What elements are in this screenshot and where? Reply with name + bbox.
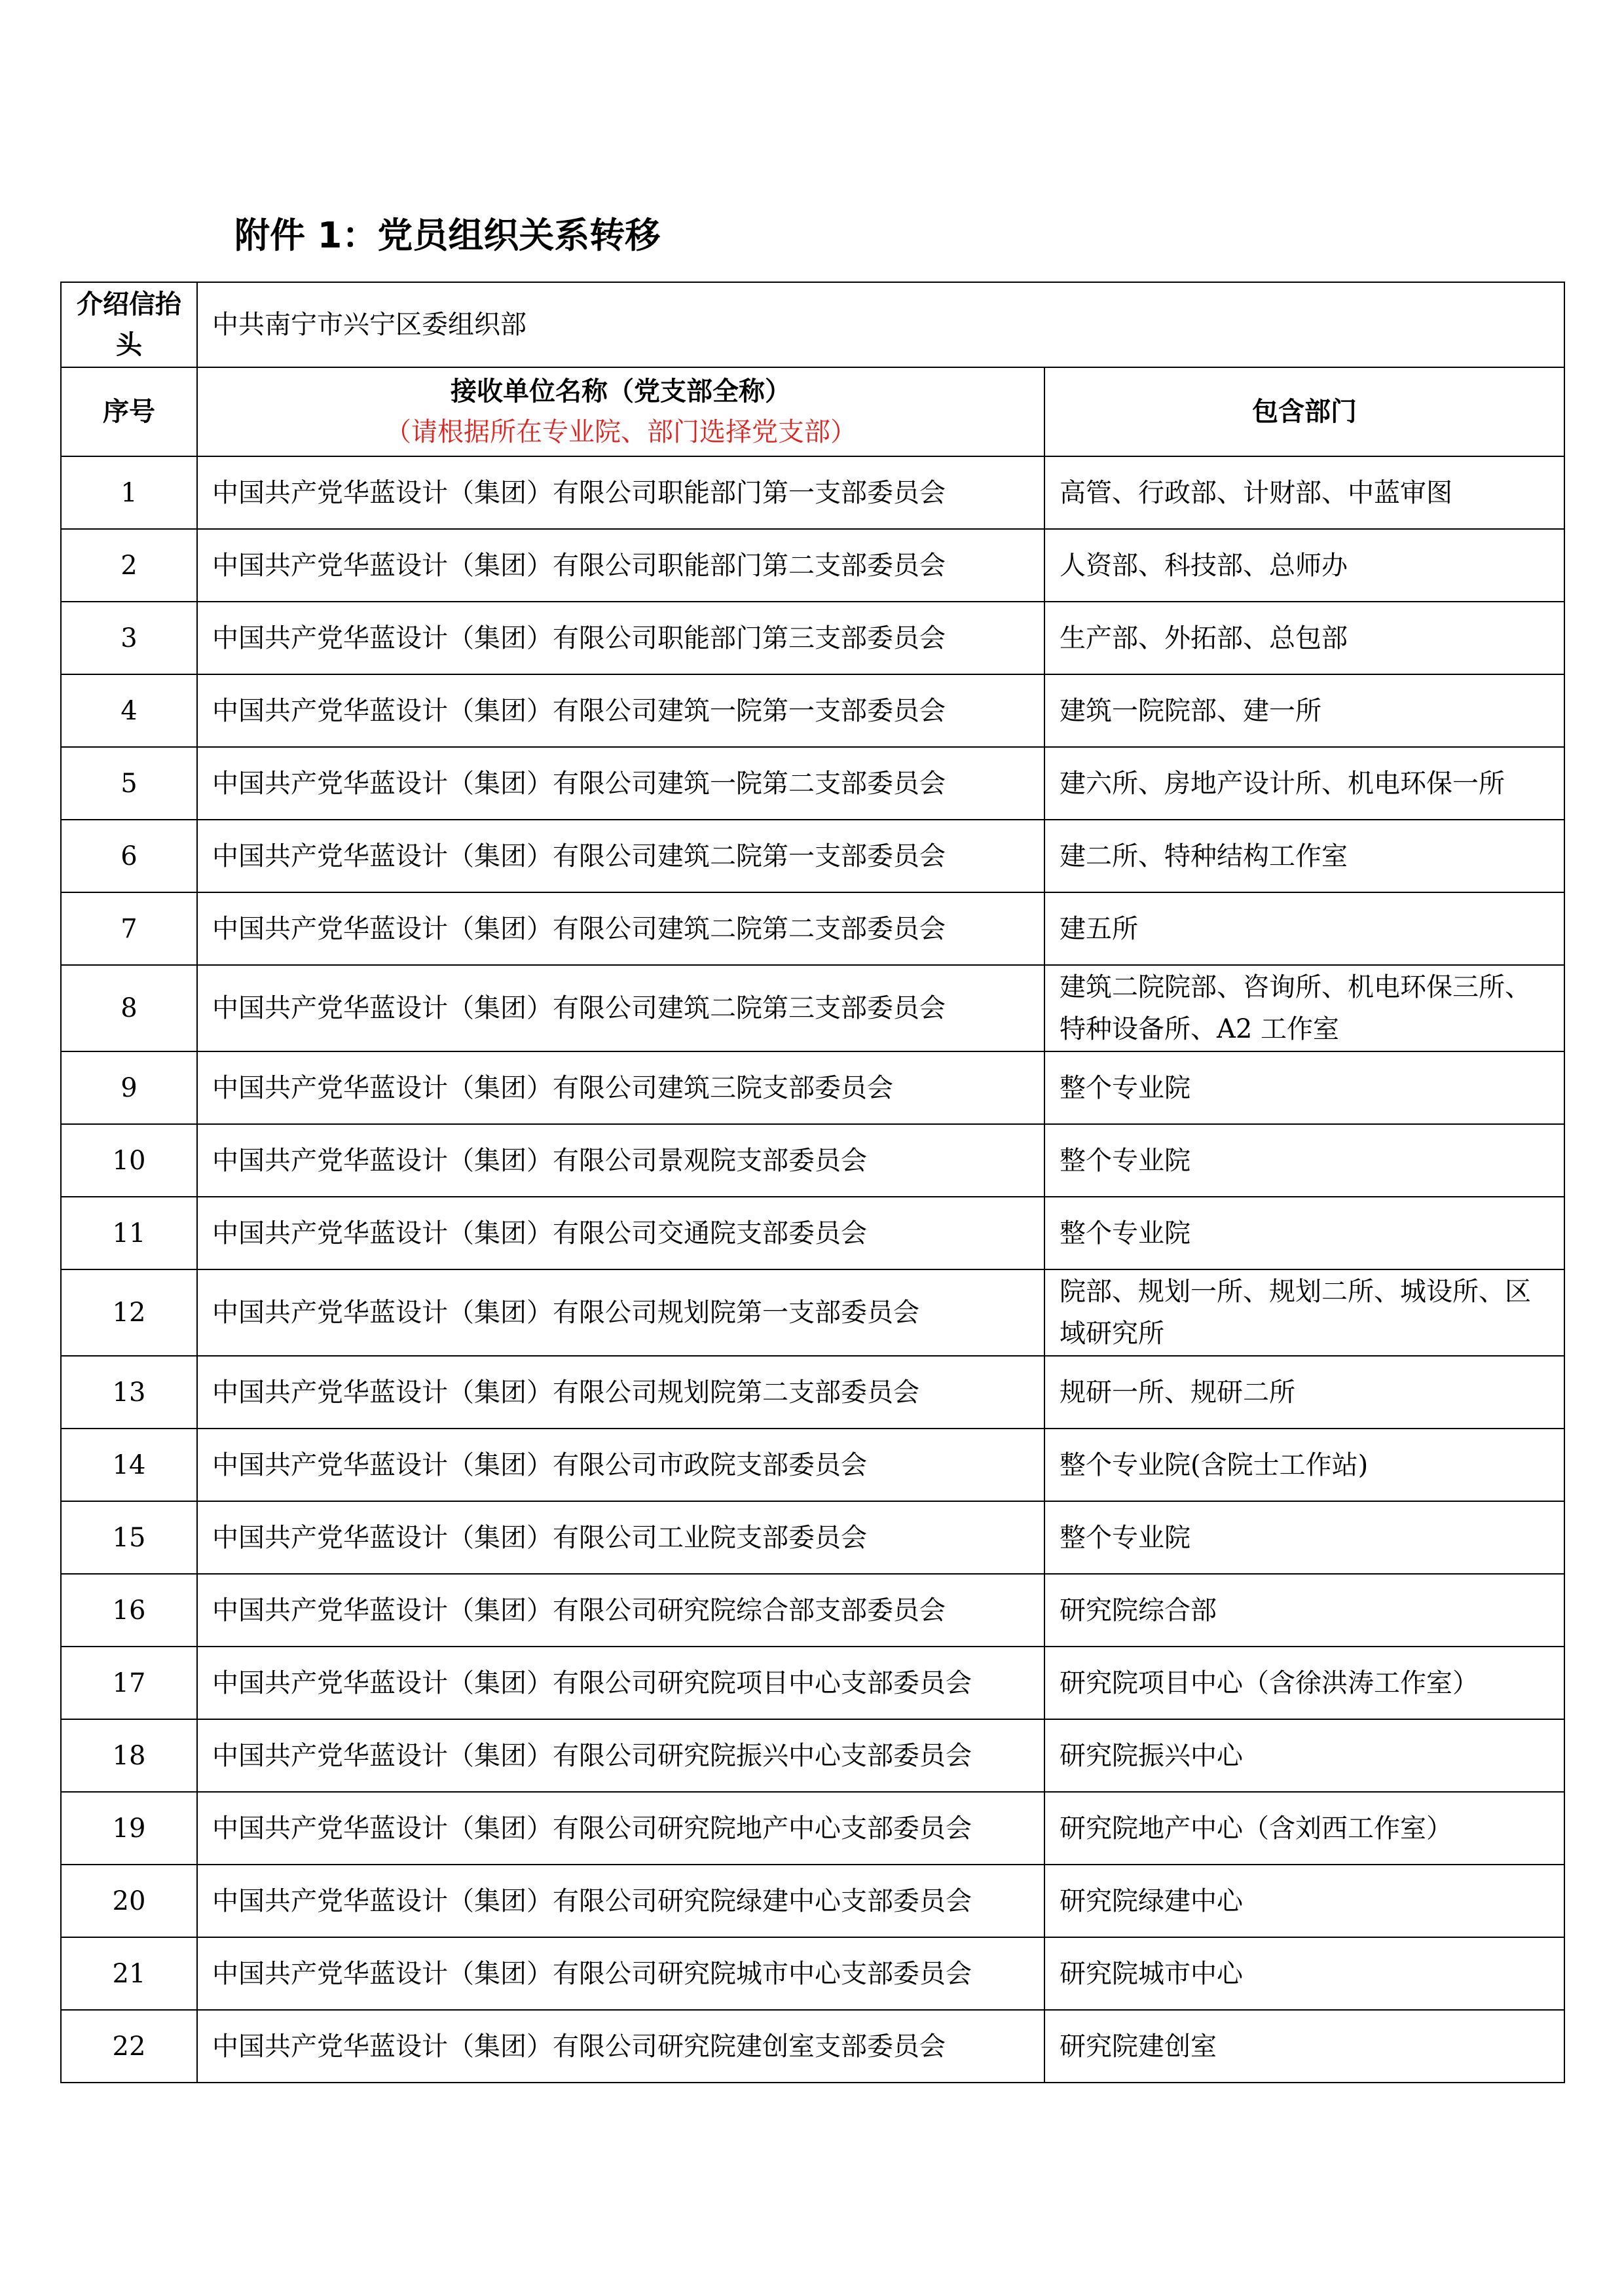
table-row [61, 747, 1564, 820]
row-seq: 2 [61, 529, 197, 602]
row-seq: 16 [61, 1574, 197, 1647]
table-row [61, 1865, 1564, 1937]
row-seq: 8 [61, 965, 197, 1051]
header-seq: 序号 [61, 367, 197, 456]
row-unit: 中国共产党华蓝设计（集团）有限公司职能部门第三支部委员会 [197, 602, 1044, 674]
row-seq: 3 [61, 602, 197, 674]
table-row [61, 1051, 1564, 1124]
row-seq: 9 [61, 1051, 197, 1124]
row-dept: 研究院综合部 [1044, 1574, 1564, 1647]
letterhead-row [61, 282, 1564, 367]
row-seq: 11 [61, 1197, 197, 1269]
header-unit-title: 接收单位名称（党支部全称） [451, 376, 791, 407]
table-row [61, 674, 1564, 747]
table-row [61, 1574, 1564, 1647]
row-seq: 15 [61, 1501, 197, 1574]
row-seq: 12 [61, 1269, 197, 1356]
table-row [61, 1269, 1564, 1356]
row-seq: 6 [61, 820, 197, 892]
table-row [61, 1937, 1564, 2010]
branch-transfer-table [60, 282, 1565, 2083]
header-unit-note: （请根据所在专业院、部门选择党支部） [385, 417, 857, 447]
row-unit: 中国共产党华蓝设计（集团）有限公司建筑二院第二支部委员会 [197, 892, 1044, 965]
row-unit: 中国共产党华蓝设计（集团）有限公司研究院城市中心支部委员会 [197, 1937, 1044, 2010]
row-dept: 研究院地产中心（含刘西工作室） [1044, 1792, 1564, 1865]
table-row [61, 529, 1564, 602]
row-unit: 中国共产党华蓝设计（集团）有限公司建筑三院支部委员会 [197, 1051, 1044, 1124]
row-dept: 建筑二院院部、咨询所、机电环保三所、特种设备所、A2 工作室 [1044, 965, 1564, 1051]
row-unit: 中国共产党华蓝设计（集团）有限公司交通院支部委员会 [197, 1197, 1044, 1269]
row-unit: 中国共产党华蓝设计（集团）有限公司职能部门第二支部委员会 [197, 529, 1044, 602]
table-row [61, 1647, 1564, 1719]
header-unit [197, 367, 1044, 456]
row-dept: 整个专业院 [1044, 1124, 1564, 1197]
row-dept: 建筑一院院部、建一所 [1044, 674, 1564, 747]
row-seq: 18 [61, 1719, 197, 1792]
row-dept: 研究院振兴中心 [1044, 1719, 1564, 1792]
row-dept: 研究院绿建中心 [1044, 1865, 1564, 1937]
row-seq: 1 [61, 456, 197, 529]
row-dept: 整个专业院(含院士工作站) [1044, 1429, 1564, 1501]
row-seq: 7 [61, 892, 197, 965]
row-seq: 13 [61, 1356, 197, 1429]
row-seq: 21 [61, 1937, 197, 2010]
table-row [61, 1197, 1564, 1269]
row-dept: 研究院城市中心 [1044, 1937, 1564, 2010]
row-dept: 研究院项目中心（含徐洪涛工作室） [1044, 1647, 1564, 1719]
row-unit: 中国共产党华蓝设计（集团）有限公司市政院支部委员会 [197, 1429, 1044, 1501]
row-unit: 中国共产党华蓝设计（集团）有限公司研究院项目中心支部委员会 [197, 1647, 1044, 1719]
row-unit: 中国共产党华蓝设计（集团）有限公司建筑二院第一支部委员会 [197, 820, 1044, 892]
row-unit: 中国共产党华蓝设计（集团）有限公司研究院综合部支部委员会 [197, 1574, 1044, 1647]
letterhead-label: 介绍信抬头 [61, 282, 197, 367]
row-unit: 中国共产党华蓝设计（集团）有限公司职能部门第一支部委员会 [197, 456, 1044, 529]
row-unit: 中国共产党华蓝设计（集团）有限公司景观院支部委员会 [197, 1124, 1044, 1197]
row-unit: 中国共产党华蓝设计（集团）有限公司研究院振兴中心支部委员会 [197, 1719, 1044, 1792]
row-seq: 14 [61, 1429, 197, 1501]
row-dept: 生产部、外拓部、总包部 [1044, 602, 1564, 674]
row-unit: 中国共产党华蓝设计（集团）有限公司建筑一院第二支部委员会 [197, 747, 1044, 820]
row-unit: 中国共产党华蓝设计（集团）有限公司研究院地产中心支部委员会 [197, 1792, 1044, 1865]
table-row [61, 1719, 1564, 1792]
row-dept: 院部、规划一所、规划二所、城设所、区域研究所 [1044, 1269, 1564, 1356]
table-row [61, 965, 1564, 1051]
row-dept: 建五所 [1044, 892, 1564, 965]
row-dept: 人资部、科技部、总师办 [1044, 529, 1564, 602]
table-row [61, 1356, 1564, 1429]
row-dept: 整个专业院 [1044, 1051, 1564, 1124]
table-row [61, 1124, 1564, 1197]
row-dept: 整个专业院 [1044, 1501, 1564, 1574]
document-title: 附件 1：党员组织关系转移 [234, 215, 661, 256]
row-dept: 研究院建创室 [1044, 2010, 1564, 2083]
table-row [61, 1501, 1564, 1574]
row-seq: 20 [61, 1865, 197, 1937]
row-dept: 规研一所、规研二所 [1044, 1356, 1564, 1429]
row-unit: 中国共产党华蓝设计（集团）有限公司规划院第二支部委员会 [197, 1356, 1044, 1429]
row-unit: 中国共产党华蓝设计（集团）有限公司建筑一院第一支部委员会 [197, 674, 1044, 747]
row-dept: 高管、行政部、计财部、中蓝审图 [1044, 456, 1564, 529]
header-dept: 包含部门 [1044, 367, 1564, 456]
row-seq: 22 [61, 2010, 197, 2083]
row-dept: 整个专业院 [1044, 1197, 1564, 1269]
table-row [61, 2010, 1564, 2083]
row-seq: 4 [61, 674, 197, 747]
row-dept: 建六所、房地产设计所、机电环保一所 [1044, 747, 1564, 820]
row-seq: 19 [61, 1792, 197, 1865]
table-row [61, 820, 1564, 892]
row-unit: 中国共产党华蓝设计（集团）有限公司研究院绿建中心支部委员会 [197, 1865, 1044, 1937]
table-row [61, 1429, 1564, 1501]
row-unit: 中国共产党华蓝设计（集团）有限公司规划院第一支部委员会 [197, 1269, 1044, 1356]
table-row [61, 602, 1564, 674]
table-row [61, 456, 1564, 529]
table-row [61, 892, 1564, 965]
letterhead-value: 中共南宁市兴宁区委组织部 [197, 282, 1564, 367]
row-unit: 中国共产党华蓝设计（集团）有限公司建筑二院第三支部委员会 [197, 965, 1044, 1051]
table-header-row [61, 367, 1564, 456]
row-dept: 建二所、特种结构工作室 [1044, 820, 1564, 892]
row-unit: 中国共产党华蓝设计（集团）有限公司工业院支部委员会 [197, 1501, 1044, 1574]
row-seq: 10 [61, 1124, 197, 1197]
table-row [61, 1792, 1564, 1865]
row-seq: 5 [61, 747, 197, 820]
row-seq: 17 [61, 1647, 197, 1719]
row-unit: 中国共产党华蓝设计（集团）有限公司研究院建创室支部委员会 [197, 2010, 1044, 2083]
